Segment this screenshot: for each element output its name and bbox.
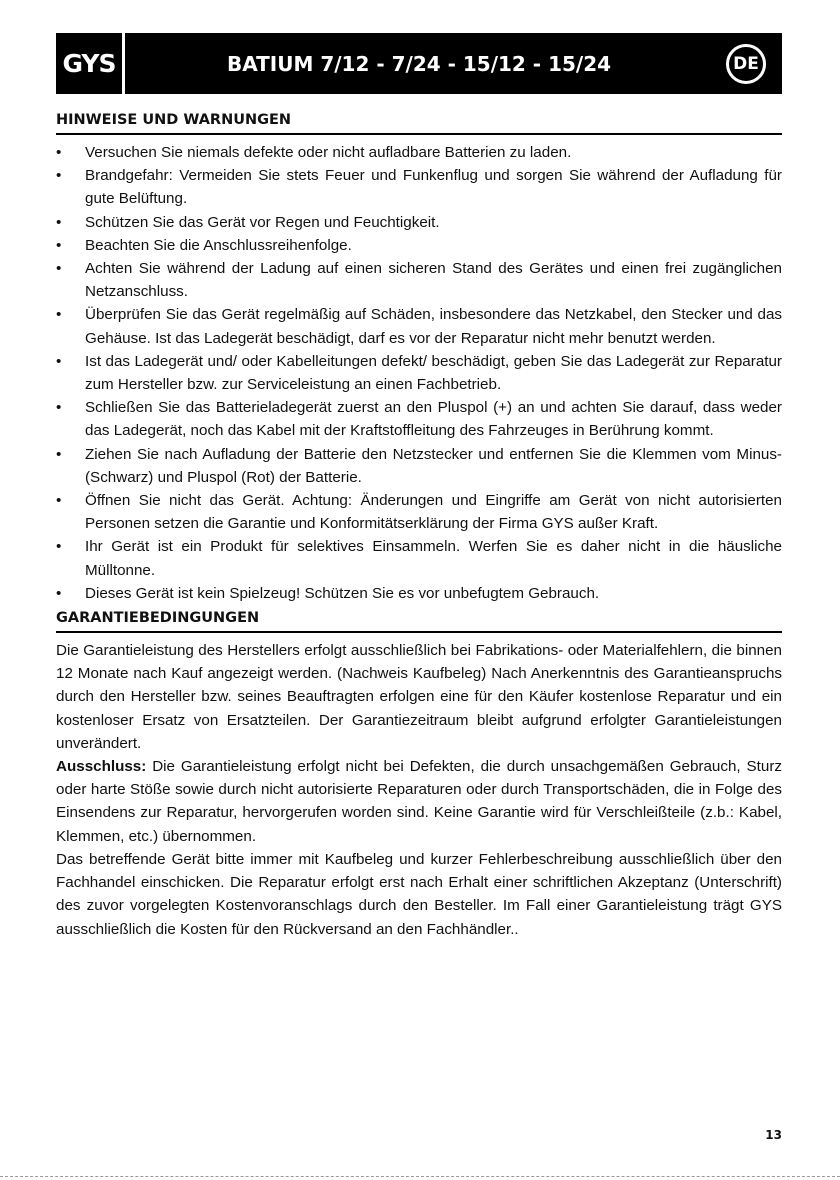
bullet-icon: •: [56, 306, 62, 324]
list-item: [56, 582, 782, 605]
warning-text: Öffnen Sie nicht das Gerät. Achtung: Änderungen und Eingriffe am Gerät von nicht autorisierten Personen setzen die Garantie und Konformitätserklärung der Firma GYS außer Kraft.: [85, 492, 782, 533]
bullet-icon: •: [56, 538, 62, 556]
exclusion-label: Ausschluss:: [56, 758, 147, 776]
list-item: [56, 141, 782, 164]
warranty-exclusion: [56, 755, 782, 848]
warning-text: Schließen Sie das Batterieladegerät zuerst an den Pluspol (+) an und achten Sie darauf, dass weder das Ladegerät, noch das Kabel mit der Kraftstoffleitung des Fahrzeuges in Berührung kommt.: [85, 399, 782, 440]
bullet-icon: •: [56, 352, 62, 370]
warning-text: Brandgefahr: Vermeiden Sie stets Feuer und Funkenflug und sorgen Sie während der Aufladung für gute Belüftung.: [85, 167, 782, 208]
warning-text: Ihr Gerät ist ein Produkt für selektives Einsammeln. Werfen Sie es daher nicht in die häusliche Mülltonne.: [85, 538, 782, 579]
warning-text: Überprüfen Sie das Gerät regelmäßig auf Schäden, insbesondere das Netzkabel, den Stecker und das Gehäuse. Ist das Ladegerät beschädigt, darf es vor der Reparatur nicht mehr benutzt werden.: [85, 306, 782, 347]
warning-text: Dieses Gerät ist kein Spielzeug! Schützen Sie es vor unbefugtem Gebrauch.: [85, 584, 600, 602]
bullet-icon: •: [56, 260, 62, 278]
list-item: [56, 535, 782, 581]
bullet-icon: •: [56, 445, 62, 463]
page-number: 13: [765, 1128, 782, 1142]
list-item: [56, 350, 782, 396]
list-item: [56, 211, 782, 234]
bullet-icon: •: [56, 584, 62, 602]
bullet-icon: •: [56, 236, 62, 254]
warranty-heading: GARANTIEBEDINGUNGEN: [56, 607, 782, 633]
language-badge: DE: [726, 44, 766, 84]
bullet-icon: •: [56, 167, 62, 185]
gys-logo: [56, 33, 125, 94]
list-item: [56, 443, 782, 489]
warnings-heading: HINWEISE UND WARNUNGEN: [56, 109, 782, 135]
list-item: [56, 234, 782, 257]
warranty-paragraph-1: Die Garantieleistung des Herstellers erfolgt ausschließlich bei Fabrikations- oder Materialfehlern, die binnen 12 Monate nach Kauf angezeigt werden. (Nachweis Kaufbeleg) Nach Anerkenntnis des Garantieanspruchs durch den Hersteller bzw. seines Beauftragten erfolgen eine für den Käufer kostenlose Reparatur und ein kostenloser Ersatz von Ersatzteilen. Der Garantiezeitraum bleibt aufgrund erfolgter Garantieleistungen unverändert.: [56, 642, 782, 752]
list-item: [56, 396, 782, 442]
warning-text: Schützen Sie das Gerät vor Regen und Feuchtigkeit.: [85, 213, 440, 231]
document-header: [56, 33, 782, 94]
exclusion-text: Die Garantieleistung erfolgt nicht bei Defekten, die durch unsachgemäßen Gebrauch, Sturz oder harte Stöße sowie durch nicht autorisierte Reparaturen oder durch Transportschäden, die in Folge des Einsendens zur Reparatur, hervorgerufen worden sind. Keine Garantie wird für Verschleißteile (z.b.: Kabel, Klemmen, etc.) übernommen.: [56, 758, 782, 845]
list-item: [56, 489, 782, 535]
list-item: [56, 164, 782, 210]
warning-text: Versuchen Sie niemals defekte oder nicht aufladbare Batterien zu laden.: [85, 144, 572, 161]
list-item: [56, 303, 782, 349]
warranty-paragraph-3: Das betreffende Gerät bitte immer mit Kaufbeleg und kurzer Fehlerbeschreibung ausschließlich über den Fachhandel einschicken. Die Reparatur erfolgt erst nach Erhalt einer schriftlichen Akzeptanz (Unterschrift) des zuvor vorgelegten Kostenvoranschlags durch den Besteller. Im Fall einer Garantieleistung trägt GYS ausschließlich die Kosten für den Rückversand an den Fachhändler..: [56, 850, 782, 938]
bullet-icon: •: [56, 144, 62, 161]
warning-text: Ist das Ladegerät und/ oder Kabelleitungen defekt/ beschädigt, geben Sie das Ladegerät zur Reparatur zum Hersteller bzw. zur Serviceleistung an einen Fachbetrieb.: [85, 352, 782, 394]
warning-text: Achten Sie während der Ladung auf einen sicheren Stand des Gerätes und einen frei zugänglichen Netzanschluss.: [85, 260, 782, 301]
warning-text: Ziehen Sie nach Aufladung der Batterie den Netzstecker und entfernen Sie die Klemmen vom Minus- (Schwarz) und Pluspol (Rot) der Batterie.: [85, 445, 782, 486]
warning-text: Beachten Sie die Anschlussreihenfolge.: [85, 236, 352, 254]
bullet-icon: •: [56, 213, 62, 231]
document-body: [56, 109, 782, 941]
bullet-icon: •: [56, 399, 62, 417]
logo-text: GYS: [62, 49, 116, 78]
bullet-icon: •: [56, 492, 62, 510]
document-title: BATIUM 7/12 - 7/24 - 15/12 - 15/24: [226, 51, 612, 76]
list-item: [56, 257, 782, 303]
warnings-list: [56, 141, 782, 605]
footer-divider: [0, 1176, 840, 1177]
